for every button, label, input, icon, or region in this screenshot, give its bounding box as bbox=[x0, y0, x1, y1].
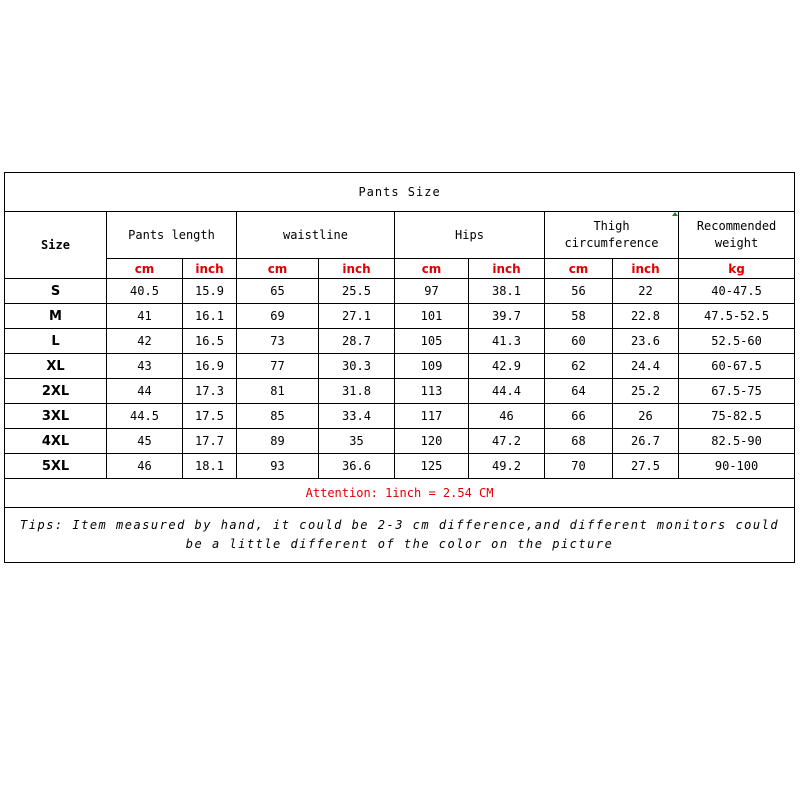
unit-header: inch bbox=[613, 259, 679, 279]
table-cell: 105 bbox=[395, 329, 469, 354]
table-cell: 26.7 bbox=[613, 429, 679, 454]
table-cell: 68 bbox=[545, 429, 613, 454]
unit-header: kg bbox=[679, 259, 795, 279]
pants-length-header bbox=[107, 212, 237, 259]
size-label: 5XL bbox=[5, 454, 107, 479]
table-cell: 42 bbox=[107, 329, 183, 354]
table-cell: 81 bbox=[237, 379, 319, 404]
cell-comment-marker bbox=[672, 212, 678, 216]
table-cell: 82.5-90 bbox=[679, 429, 795, 454]
table-cell: 46 bbox=[107, 454, 183, 479]
unit-header: cm bbox=[395, 259, 469, 279]
table-cell: 22 bbox=[613, 279, 679, 304]
tips-line: Tips: Item measured by hand, it could be 2-3 cm difference,and different monitors could bbox=[20, 518, 780, 532]
table-row bbox=[5, 354, 795, 379]
recommended-weight-header bbox=[679, 212, 795, 259]
size-column-header: Size bbox=[5, 212, 107, 279]
table-cell: 17.5 bbox=[183, 404, 237, 429]
table-cell: 38.1 bbox=[469, 279, 545, 304]
table-cell: 113 bbox=[395, 379, 469, 404]
table-cell: 56 bbox=[545, 279, 613, 304]
table-cell: 101 bbox=[395, 304, 469, 329]
table-cell: 65 bbox=[237, 279, 319, 304]
table-cell: 62 bbox=[545, 354, 613, 379]
hips-header bbox=[395, 212, 545, 259]
table-cell: 120 bbox=[395, 429, 469, 454]
table-row bbox=[5, 429, 795, 454]
pants-length-header-line: Pants length bbox=[128, 227, 215, 242]
table-cell: 40-47.5 bbox=[679, 279, 795, 304]
size-label: 2XL bbox=[5, 379, 107, 404]
table-cell: 47.2 bbox=[469, 429, 545, 454]
table-row bbox=[5, 329, 795, 354]
table-cell: 73 bbox=[237, 329, 319, 354]
table-cell: 109 bbox=[395, 354, 469, 379]
size-label: XL bbox=[5, 354, 107, 379]
table-cell: 60-67.5 bbox=[679, 354, 795, 379]
recommended-weight-header-line: Recommended bbox=[696, 219, 777, 233]
table-cell: 69 bbox=[237, 304, 319, 329]
table-cell: 93 bbox=[237, 454, 319, 479]
table-cell: 64 bbox=[545, 379, 613, 404]
table-row bbox=[5, 304, 795, 329]
table-cell: 85 bbox=[237, 404, 319, 429]
table-cell: 58 bbox=[545, 304, 613, 329]
unit-header: cm bbox=[545, 259, 613, 279]
table-cell: 39.7 bbox=[469, 304, 545, 329]
size-chart bbox=[4, 172, 794, 563]
table-cell: 16.1 bbox=[183, 304, 237, 329]
table-cell: 77 bbox=[237, 354, 319, 379]
unit-header: cm bbox=[237, 259, 319, 279]
table-cell: 117 bbox=[395, 404, 469, 429]
table-cell: 16.5 bbox=[183, 329, 237, 354]
table-cell: 67.5-75 bbox=[679, 379, 795, 404]
table-cell: 45 bbox=[107, 429, 183, 454]
table-cell: 35 bbox=[319, 429, 395, 454]
unit-header: inch bbox=[183, 259, 237, 279]
size-table bbox=[4, 172, 795, 563]
table-cell: 46 bbox=[469, 404, 545, 429]
table-cell: 44 bbox=[107, 379, 183, 404]
attention-note: Attention: 1inch = 2.54 CM bbox=[5, 479, 795, 508]
table-row bbox=[5, 454, 795, 479]
table-cell: 75-82.5 bbox=[679, 404, 795, 429]
table-cell: 52.5-60 bbox=[679, 329, 795, 354]
table-cell: 27.1 bbox=[319, 304, 395, 329]
table-cell: 17.7 bbox=[183, 429, 237, 454]
table-cell: 47.5-52.5 bbox=[679, 304, 795, 329]
thigh-circumference-header-line: Thigh bbox=[593, 219, 630, 233]
waistline-header bbox=[237, 212, 395, 259]
table-cell: 28.7 bbox=[319, 329, 395, 354]
chart-title: Pants Size bbox=[5, 173, 795, 212]
table-row bbox=[5, 279, 795, 304]
size-label: L bbox=[5, 329, 107, 354]
table-cell: 31.8 bbox=[319, 379, 395, 404]
table-cell: 24.4 bbox=[613, 354, 679, 379]
table-cell: 16.9 bbox=[183, 354, 237, 379]
table-cell: 70 bbox=[545, 454, 613, 479]
table-cell: 30.3 bbox=[319, 354, 395, 379]
unit-header: cm bbox=[107, 259, 183, 279]
table-cell: 15.9 bbox=[183, 279, 237, 304]
tips-note bbox=[5, 508, 795, 563]
table-cell: 125 bbox=[395, 454, 469, 479]
table-cell: 41.3 bbox=[469, 329, 545, 354]
table-cell: 97 bbox=[395, 279, 469, 304]
unit-header: inch bbox=[469, 259, 545, 279]
hips-header-line: Hips bbox=[455, 227, 484, 242]
table-cell: 43 bbox=[107, 354, 183, 379]
table-cell: 41 bbox=[107, 304, 183, 329]
table-cell: 36.6 bbox=[319, 454, 395, 479]
size-label: M bbox=[5, 304, 107, 329]
table-row bbox=[5, 404, 795, 429]
size-label: 4XL bbox=[5, 429, 107, 454]
table-cell: 33.4 bbox=[319, 404, 395, 429]
table-cell: 90-100 bbox=[679, 454, 795, 479]
thigh-circumference-header-line: circumference bbox=[564, 236, 659, 250]
table-cell: 27.5 bbox=[613, 454, 679, 479]
table-cell: 44.4 bbox=[469, 379, 545, 404]
thigh-circumference-header bbox=[545, 212, 679, 259]
table-cell: 60 bbox=[545, 329, 613, 354]
table-cell: 49.2 bbox=[469, 454, 545, 479]
table-cell: 42.9 bbox=[469, 354, 545, 379]
table-cell: 18.1 bbox=[183, 454, 237, 479]
table-cell: 26 bbox=[613, 404, 679, 429]
table-cell: 23.6 bbox=[613, 329, 679, 354]
table-cell: 25.5 bbox=[319, 279, 395, 304]
unit-header: inch bbox=[319, 259, 395, 279]
recommended-weight-header-line: weight bbox=[714, 236, 759, 250]
size-label: 3XL bbox=[5, 404, 107, 429]
table-cell: 89 bbox=[237, 429, 319, 454]
size-label: S bbox=[5, 279, 107, 304]
waistline-header-line: waistline bbox=[282, 227, 349, 242]
table-cell: 40.5 bbox=[107, 279, 183, 304]
table-row bbox=[5, 379, 795, 404]
table-cell: 22.8 bbox=[613, 304, 679, 329]
table-cell: 44.5 bbox=[107, 404, 183, 429]
table-cell: 17.3 bbox=[183, 379, 237, 404]
table-cell: 66 bbox=[545, 404, 613, 429]
tips-line: be a little different of the color on the picture bbox=[185, 537, 614, 551]
table-cell: 25.2 bbox=[613, 379, 679, 404]
